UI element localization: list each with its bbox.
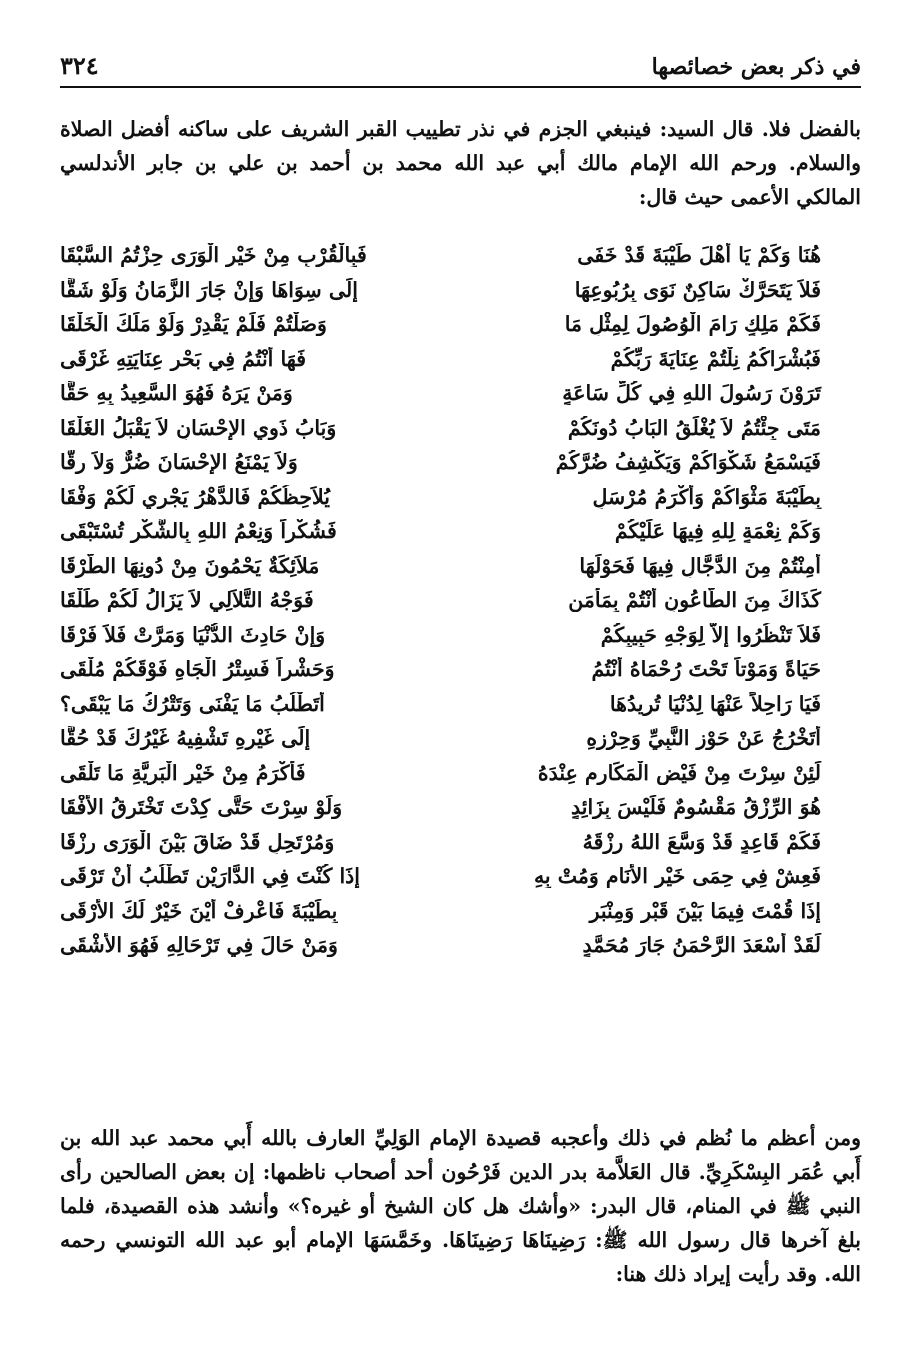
verse-first-hemistich: هُنَا وَكَمْ يَا أَهْلَ طَيْبَةَ قَدْ خَفَى [577,243,821,268]
poem-verse [60,652,861,687]
poem-verse [60,894,861,929]
verse-second-hemistich: فَأَكْرَمُ مِنْ خَيْرِ الْبَرِيَّةِ مَا تَلْقَى [60,760,306,785]
verse-second-hemistich: مَلاَئِكَةٌ يَحْمُونَ مِنْ دُونِهَا الطُّرْقَا [60,553,320,578]
poem-verse [60,825,861,860]
poem-verse [60,480,861,515]
verse-first-hemistich: مَتَى جِئْتُمُ لاَ يُغْلَقُ البَابُ دُونَكُمْ [567,415,821,440]
running-title: في ذكر بعض خصائصها [651,54,861,80]
verse-first-hemistich: هُوَ الرِّزْقُ مَقْسُومٌ فَلَيْسَ بِزَائِدٍ [570,795,821,820]
verse-second-hemistich: وَبَابُ ذَوِي الإِحْسَانِ لاَ يَقْبَلُ الغَلْقَا [60,415,337,440]
verse-first-hemistich: تَرَوْنَ رَسُولَ اللهِ فِي كُلِّ سَاعَةٍ [562,381,821,406]
poem-verse [60,928,861,963]
poem-verse [60,238,861,273]
verse-first-hemistich: لَقَدْ أَسْعَدَ الرَّحْمَنُ جَارَ مُحَمَّدٍ [582,933,821,958]
poem-verse [60,376,861,411]
poem-verse [60,618,861,653]
poem-verse [60,342,861,377]
verse-first-hemistich: فَكَمْ مَلِكٍ رَامَ الْوُصُولَ لِمِثْلِ مَا [564,312,821,337]
verse-first-hemistich: فَكَمْ قَاعِدٍ قَدْ وَسَّعَ اللهُ رِزْقَهُ [582,829,821,854]
verse-first-hemistich: إِذَا قُمْتَ فِيمَا بَيْنَ قَبْرٍ وَمِنْبَرٍ [589,898,821,923]
verse-second-hemistich: إِلَى غَيْرِهِ تَشْفِيهُ غَيْرُكَ قَدْ حُقَّا [60,726,311,751]
page-number: ٣٢٤ [60,51,99,80]
verse-second-hemistich: وَلَوْ سِرْتَ حَتَّى كِدْتَ تَخْتَرِقُ الأُفْقَا [60,795,343,820]
poem-verse [60,273,861,308]
poem-verse [60,445,861,480]
verse-second-hemistich: وَمَنْ حَالَ فِي تَرْحَالِهِ فَهُوَ الأَشْقَى [60,933,338,958]
poem-verse [60,583,861,618]
poem-verse [60,307,861,342]
verse-second-hemistich: وَحَشْراً فَسِتْرُ الْجَاهِ فَوْقَكُمْ مُلْقَى [60,657,335,682]
verse-first-hemistich: وَكَمْ نِعْمَةٍ لِلهِ فِيهَا عَلَيْكُمْ [614,519,821,544]
poem-verse [60,687,861,722]
verse-second-hemistich: وَإِنْ حَادِثَ الدُّنْيَا وَمَرَّتْ فَلاَ فَرْقَا [60,622,326,647]
poem-verse [60,549,861,584]
verse-second-hemistich: فَهَا أَنْتُمُ فِي بَحْرِ عِنَايَتِهِ غَرْقَى [60,346,307,371]
poem [60,238,861,963]
verse-second-hemistich: وَمُرْتَحِلٍ قَدْ ضَاقَ بَيْنَ الْوَرَى رِزْقَا [60,829,335,854]
poem-verse [60,514,861,549]
verse-second-hemistich: إِذَا كُنْتَ فِي الدَّارَيْنِ تَطْلُبُ أَنْ تَرْقَى [60,864,361,889]
page-header [60,51,861,88]
verse-first-hemistich: فَلاَ يَتَحَرَّكْ سَاكِنٌ نَوَى بِرُبُوعِهَا [574,277,821,302]
intro-paragraph: بالفضل فلا. قال السيد: فينبغي الجزم في نذر تطييب القبر الشريف على ساكنه أفضل الصلاة والسلام. ورحم الله الإمام مالك أبي عبد الله محمد بن أحمد بن علي بن جابر الأندلسي المالكي الأعمى حيث قال: [60,117,861,209]
poem-verse [60,790,861,825]
verse-second-hemistich: فَبِالْقُرْبِ مِنْ خَيْرِ الْوَرَى حِزْتُمُ السَّبْقَا [60,243,367,268]
verse-second-hemistich: فَوَجْهُ التَّلاَلِي لاَ يَزَالُ لَكُمْ طَلْقَا [60,588,314,613]
outro-paragraph: ومن أعظم ما نُظم في ذلك وأعجبه قصيدة الإمام الوَلِيِّ العارف بالله أَبي محمد عبد الله بن أَبي عُمَر البِسْكَرِيِّ. قال العَلاَّمة بدر الدين فَرْحُون أحد أصحاب ناظمها: إن بعض الصالحين رأى النبي ﷺ في المنام، قال البدر: «وأشك هل كان الشيخ أو غيره؟» وأنشد هذه القصيدة، فلما بلغ آخرها قال رسول الله ﷺ: رَضِينَاهَا رَضِينَاهَا. وخَمَّسَهَا الإمام أبو عبد الله التونسي رحمه الله. وقد رأيت إيراد ذلك هنا: [60,1126,861,1286]
verse-first-hemistich: فَلاَ تَنْظُرُوا إِلاَّ لِوَجْهِ حَبِيبِكُمْ [600,622,821,647]
verse-first-hemistich: أَمِنْتُمْ مِنَ الدَّجَّالِ فِيهَا فَحَوْلَهَا [579,553,821,578]
verse-first-hemistich: فَعِشْ فِي حِمَى خَيْرِ الأَنَامِ وَمُتْ بِهِ [533,864,821,889]
verse-first-hemistich: حَيَاةً وَمَوْتاً تَحْتَ رُحْمَاهُ أَنْتُمُ [591,657,821,682]
verse-second-hemistich: أَتَطْلُبُ مَا يَفْنَى وَتَتْرُكُ مَا يَبْقَى؟ [60,691,325,716]
poem-verse [60,859,861,894]
verse-second-hemistich: وَمَنْ يَرَهُ فَهُوَ السَّعِيدُ بِهِ حَقًّا [60,381,293,406]
verse-first-hemistich: فَيَسْمَعُ شَكْوَاكُمْ وَيَكْشِفُ ضُرَّكُمْ [555,450,821,475]
verse-first-hemistich: فَيَا رَاحِلاً عَنْهَا لِدُنْيَا تُرِيدُهَا [609,691,821,716]
poem-verse [60,411,861,446]
verse-first-hemistich: بِطَيْبَةَ مَثْوَاكُمْ وَأَكْرَمُ مُرْسَلٍ [592,484,821,509]
verse-second-hemistich: بِطَيْبَةَ فَاعْرِفْ أَيْنَ خَيْرٌ لَكَ الأَرْقَى [60,898,338,923]
poem-verse [60,721,861,756]
verse-second-hemistich: وَلاَ يَمْنَعُ الإِحْسَانَ ضُرٌّ وَلاَ رِقًّا [60,450,298,475]
verse-second-hemistich: يُلاَحِظُكُمْ فَالدَّهْرُ يَجْرِي لَكُمْ وَفْقَا [60,484,330,509]
verse-first-hemistich: فَبُشْرَاكُمُ نِلْتُمْ عِنَايَةَ رَبِّكُمْ [610,346,821,371]
verse-second-hemistich: إِلَى سِوَاهَا وَإِنْ جَارَ الزَّمَانُ وَلَوْ شَقَّا [60,277,358,302]
verse-first-hemistich: لَئِنْ سِرْتَ مِنْ فَيْضِ الْمَكَارِمِ عِنْدَهُ [537,760,821,785]
verse-first-hemistich: كَذَاكَ مِنَ الطَّاعُونِ أَنْتُمْ بِمَأْمَنٍ [568,588,821,613]
poem-verse [60,756,861,791]
verse-second-hemistich: فَشُكْراً وَنِعْمُ اللهِ بِالشُّكْرِ تُسْتَبْقَى [60,519,337,544]
verse-first-hemistich: أَتَخْرُجُ عَنْ حَوْزِ النَّبِيِّ وَحِرْزِهِ [586,726,821,751]
verse-second-hemistich: وَصَلْتُمْ فَلَمْ يَقْدِرْ وَلَوْ مَلَكَ الْخَلْقَا [60,312,327,337]
